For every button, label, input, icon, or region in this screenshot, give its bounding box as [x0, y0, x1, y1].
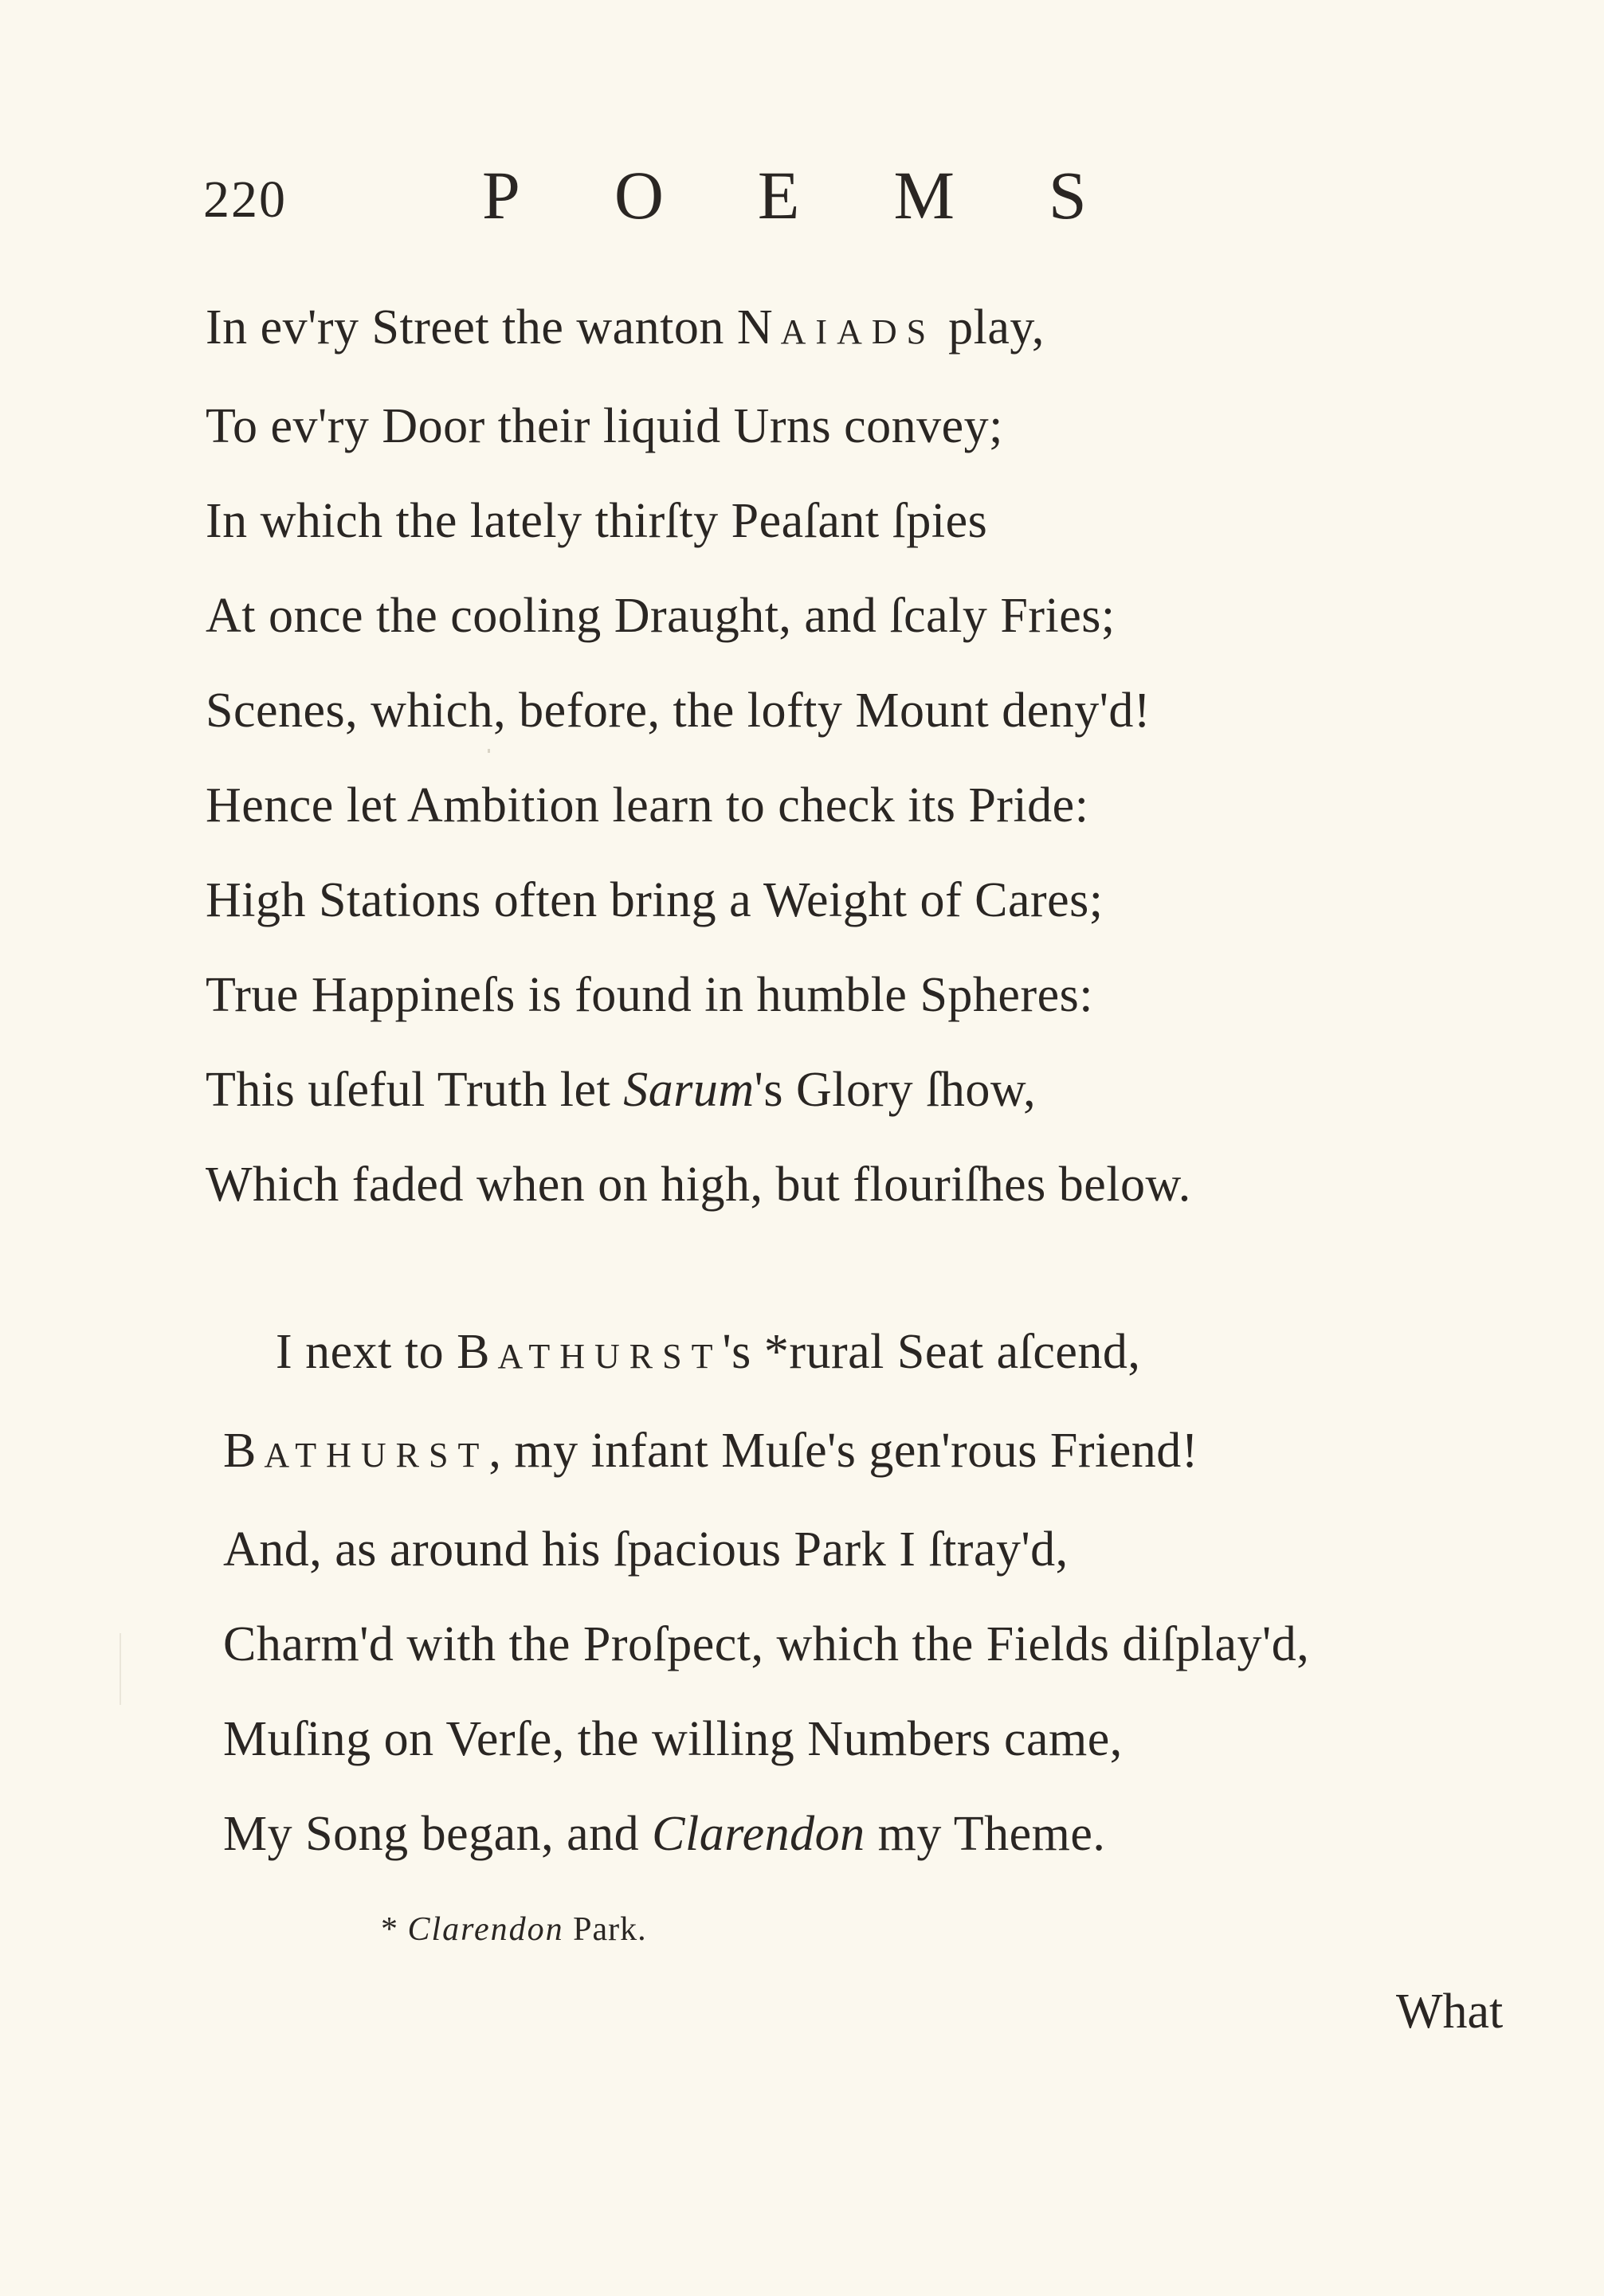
verse-line	[206, 1692, 1309, 1787]
verse-line	[206, 474, 1191, 569]
stanza-1	[206, 280, 1191, 1232]
italic-name: Sarum	[623, 1063, 755, 1117]
paper-blemish	[488, 749, 490, 753]
verse-text: High Stations often bring a Weight of Cares;	[206, 873, 1104, 927]
verse-line	[206, 1404, 1309, 1503]
verse-text: 's *rural Seat aſcend,	[722, 1325, 1141, 1379]
verse-line	[206, 853, 1191, 948]
verse-line	[206, 569, 1191, 664]
verse-line	[206, 664, 1191, 758]
verse-text: Muſing on Verſe, the willing Numbers came,	[223, 1712, 1123, 1766]
small-caps-name	[223, 1424, 488, 1478]
small-caps-initial: N	[736, 300, 781, 355]
verse-line	[206, 1597, 1309, 1692]
small-caps-rest: ATHURST	[497, 1337, 723, 1376]
footnote-text: Park.	[563, 1911, 647, 1948]
catchword: What	[1396, 1985, 1504, 2039]
verse-text: To ev'ry Door their liquid Urns convey;	[206, 399, 1003, 453]
paper-crease	[120, 1633, 121, 1705]
verse-text: Hence let Ambition learn to check its Pride:	[206, 778, 1089, 833]
verse-text: Charm'd with the Proſpect, which the Fields diſplay'd,	[223, 1617, 1310, 1671]
verse-text: play,	[935, 300, 1045, 355]
verse-line	[206, 948, 1191, 1043]
verse-line	[206, 1787, 1309, 1882]
small-caps-name	[737, 300, 935, 355]
verse-line	[206, 1043, 1191, 1138]
verse-text: In ev'ry Street the wanton	[206, 300, 737, 355]
small-caps-initial: B	[223, 1424, 265, 1478]
verse-text: In which the lately thirſty Peaſant ſpies	[206, 494, 988, 548]
footnote-marker: *	[381, 1911, 398, 1948]
verse-line	[206, 1305, 1309, 1404]
running-head	[203, 155, 1239, 243]
verse-text: 's Glory ſhow,	[754, 1063, 1037, 1117]
verse-text: I next to	[276, 1325, 457, 1379]
italic-name: Clarendon	[652, 1807, 865, 1861]
running-title: POEMS	[482, 157, 1181, 233]
verse-text: my Theme.	[865, 1807, 1106, 1861]
verse-text: Which faded when on high, but flouriſhes below.	[206, 1158, 1191, 1212]
verse-text: This uſeful Truth let	[206, 1063, 624, 1117]
verse-line	[206, 1503, 1309, 1597]
footnote-italic-text: Clarendon	[407, 1911, 564, 1948]
verse-text: , my infant Muſe's gen'rous Friend!	[488, 1424, 1198, 1478]
small-caps-rest: AIADS	[780, 312, 936, 351]
verse-line	[206, 758, 1191, 853]
small-caps-initial: B	[457, 1325, 498, 1379]
verse-text: True Happineſs is found in humble Spheres:	[206, 968, 1093, 1022]
verse-text: At once the cooling Draught, and ſcaly Fries;	[206, 589, 1116, 643]
verse-text: And, as around his ſpacious Park I ſtray'd,	[223, 1522, 1069, 1577]
small-caps-name	[457, 1325, 722, 1379]
verse-text: My Song began, and	[223, 1807, 653, 1861]
verse-line	[206, 1138, 1191, 1232]
page-number: 220	[203, 170, 287, 229]
verse-text: Scenes, which, before, the lofty Mount deny'd!	[206, 684, 1151, 738]
verse-line	[206, 379, 1191, 474]
verse-line	[206, 280, 1191, 379]
small-caps-rest: ATHURST	[264, 1436, 489, 1475]
footnote	[381, 1910, 647, 1949]
stanza-2	[206, 1305, 1309, 1882]
